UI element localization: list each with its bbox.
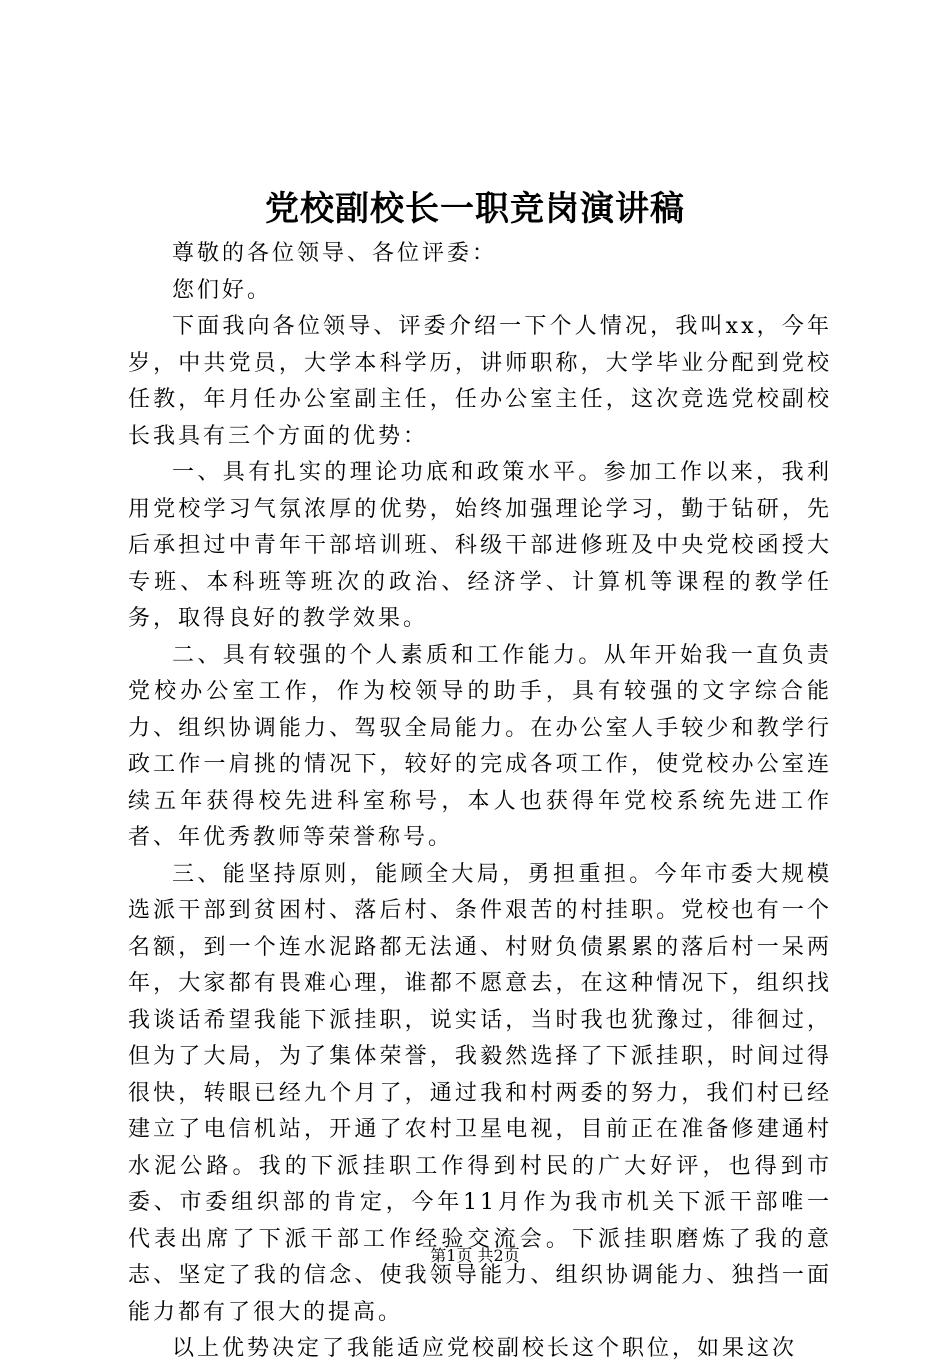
document-body bbox=[128, 236, 832, 1368]
advantage-three-paragraph: 三、能坚持原则，能顾全大局，勇担重担。今年市委大规模选派干部到贫困村、落后村、条件艰苦的村挂职。党校也有一个名额，到一个连水泥路都无法通、村财负债累累的落后村一呆两年，大家都有畏难心理，谁都不愿意去，在这种情况下，组织找我谈话希望我能下派挂职，说实话，当时我也犹豫过，徘徊过，但为了大局，为了集体荣誉，我毅然选择了下派挂职，时间过得很快，转眼已经九个月了，通过我和村两委的努力，我们村已经建立了电信机站，开通了农村卫星电视，目前正在准备修建通村水泥公路。我的下派挂职工作得到村民的广大好评，也得到市委、市委组织部的肯定，今年11月作为我市机关下派干部唯一代表出席了下派干部工作经验交流会。下派挂职磨炼了我的意志、坚定了我的信念、使我领导能力、组织协调能力、独挡一面能力都有了很大的提高。 bbox=[128, 861, 832, 1325]
advantage-two-paragraph: 二、具有较强的个人素质和工作能力。从年开始我一直负责党校办公室工作，作为校领导的助手，具有较强的文字综合能力、组织协调能力、驾驭全局能力。在办公室人手较少和教学行政工作一肩挑的情况下，较好的完成各项工作，使党校办公室连续五年获得校先进科室称号，本人也获得年党校系统先进工作者、年优秀教师等荣誉称号。 bbox=[128, 642, 832, 850]
salutation-paragraph: 尊敬的各位领导、各位评委： bbox=[172, 241, 498, 266]
greeting-paragraph: 您们好。 bbox=[172, 277, 273, 303]
advantage-one-paragraph: 一、具有扎实的理论功底和政策水平。参加工作以来，我利用党校学习气氛浓厚的优势，始终加强理论学习，勤于钻研，先后承担过中青年干部培训班、科级干部进修班及中央党校函授大专班、本科班等班次的政治、经济学、计算机等课程的教学任务，取得良好的教学效果。 bbox=[128, 460, 832, 631]
document-title: 党校副校长一职竞岗演讲稿 bbox=[265, 189, 685, 229]
introduction-paragraph: 下面我向各位领导、评委介绍一下个人情况，我叫xx，今年岁，中共党员，大学本科学历，讲师职称，大学毕业分配到党校任教，年月任办公室副主任，任办公室主任，这次竞选党校副校长我具有三个方面的优势： bbox=[128, 314, 832, 449]
conclusion-paragraph: 以上优势决定了我能适应党校副校长这个职位，如果这次 bbox=[172, 1336, 798, 1361]
page-number-footer: 第1页 共2页 bbox=[430, 1246, 520, 1265]
